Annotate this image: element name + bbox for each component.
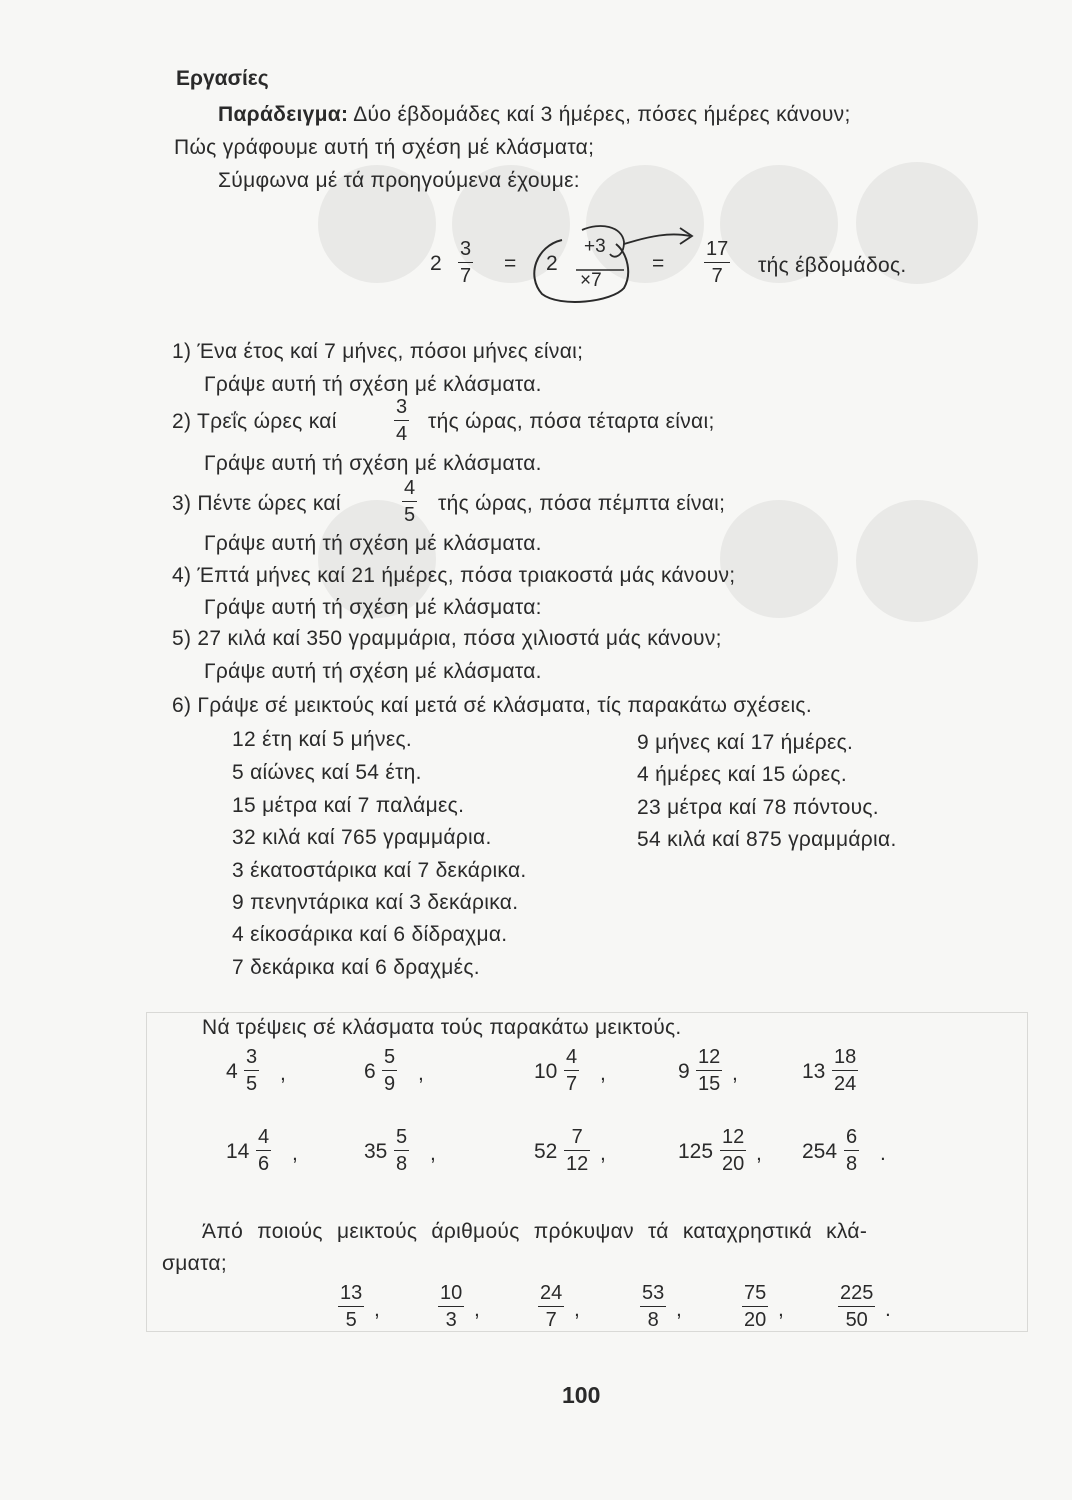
example-question: Δύο έβδομάδες καί 3 ήμέρες, πόσες ήμέρες κάνουν; <box>353 103 851 126</box>
exercise-2-prefix: 2) Τρεΐς ώρες καί <box>172 410 337 433</box>
relation-item: 54 κιλά καί 875 γραμμάρια. <box>637 828 897 851</box>
exercise-4-instruction: Γράψε αυτή τή σχέση μέ κλάσματα: <box>204 596 542 619</box>
fraction <box>640 1282 666 1331</box>
mixed-whole: 254 <box>802 1140 838 1163</box>
example-line-2: Πώς γράφουμε αυτή τή σχέση μέ κλάσματα; <box>174 136 595 159</box>
fraction-denominator: 12 <box>566 1153 589 1175</box>
times-annotation: ×7 <box>580 270 602 291</box>
fraction-numerator: 3 <box>246 1046 258 1068</box>
fraction <box>438 1282 464 1331</box>
mixed-whole: 9 <box>678 1060 690 1083</box>
mixed-whole: 13 <box>802 1060 826 1083</box>
fraction <box>538 1282 564 1331</box>
relation-item: 32 κιλά καί 765 γραμμάρια. <box>232 826 492 849</box>
fraction-bar <box>704 262 730 263</box>
mixed-whole: 2 <box>430 252 442 275</box>
fraction-bar <box>720 1150 746 1151</box>
relation-item: 3 έκατοστάρικα καί 7 δεκάρικα. <box>232 859 527 882</box>
exercise-3-instruction: Γράψε αυτή τή σχέση μέ κλάσματα. <box>204 532 542 555</box>
page-number: 100 <box>562 1382 601 1408</box>
fraction-numerator: 24 <box>540 1282 563 1304</box>
mixed-whole: 4 <box>226 1060 238 1083</box>
fraction <box>832 1046 858 1095</box>
exercise-5-instruction: Γράψε αυτή τή σχέση μέ κλάσματα. <box>204 660 542 683</box>
example-line-3: Σύμφωνα μέ τά προηγούμενα έχουμε: <box>218 169 580 192</box>
fraction-bar <box>844 1150 859 1151</box>
fraction-numerator: 18 <box>834 1046 857 1068</box>
relation-item: 4 ήμέρες καί 15 ώρες. <box>637 763 847 786</box>
separator: , <box>430 1142 436 1165</box>
fraction-bar <box>244 1070 259 1071</box>
fraction-denominator: 7 <box>566 1073 578 1095</box>
fraction-bar <box>438 1306 464 1307</box>
fraction <box>564 1126 590 1175</box>
fraction-numerator: 53 <box>642 1282 665 1304</box>
example-line-1 <box>218 103 851 127</box>
fraction-numerator: 3 <box>396 396 408 418</box>
fraction-bar <box>640 1306 666 1307</box>
fraction-bar <box>696 1070 722 1071</box>
separator: , <box>676 1298 682 1321</box>
fraction-numerator: 4 <box>258 1126 270 1148</box>
fraction-denominator: 20 <box>722 1153 745 1175</box>
fraction <box>838 1282 875 1331</box>
separator: , <box>374 1298 380 1321</box>
exercise-3-prefix: 3) Πέντε ώρες καί <box>172 492 341 515</box>
fraction-denominator: 5 <box>404 504 416 526</box>
fraction-bar <box>832 1070 858 1071</box>
separator: , <box>778 1298 784 1321</box>
fraction-numerator: 3 <box>460 238 472 260</box>
separator: . <box>885 1298 891 1321</box>
fraction-denominator: 6 <box>258 1153 270 1175</box>
separator: , <box>756 1142 762 1165</box>
result-suffix: τής έβδομάδος. <box>758 254 907 277</box>
relation-item: 9 πενηντάρικα καί 3 δεκάρικα. <box>232 891 519 914</box>
fraction-bar <box>338 1306 364 1307</box>
fraction <box>696 1046 722 1095</box>
exercise-2-instruction: Γράψε αυτή τή σχέση μέ κλάσματα. <box>204 452 542 475</box>
fraction-bar <box>382 1070 397 1071</box>
fraction-bar <box>742 1306 768 1307</box>
exercise-1-instruction: Γράψε αυτή τή σχέση μέ κλάσματα. <box>204 373 542 396</box>
section-heading: Εργασίες <box>176 67 269 90</box>
fraction-bar <box>838 1306 875 1307</box>
separator: , <box>574 1298 580 1321</box>
example-label: Παράδειγμα: <box>218 103 349 126</box>
fraction <box>338 1282 364 1331</box>
equals-sign: = <box>504 252 517 275</box>
improper-question-continued: σματα; <box>162 1252 227 1275</box>
fraction-numerator: 5 <box>396 1126 408 1148</box>
mixed-whole: 10 <box>534 1060 558 1083</box>
result-fraction <box>704 238 730 287</box>
mixed-whole: 125 <box>678 1140 714 1163</box>
bleed-circle <box>720 500 838 618</box>
relation-item: 5 αίώνες καί 54 έτη. <box>232 761 422 784</box>
separator: , <box>600 1062 606 1085</box>
fraction-denominator: 7 <box>545 1309 557 1331</box>
fraction <box>564 1046 579 1095</box>
exercise-5: 5) 27 κιλά καί 350 γραμμάρια, πόσα χιλιοστά μάς κάνουν; <box>172 627 722 650</box>
fraction-denominator: 5 <box>345 1309 357 1331</box>
fraction-numerator: 225 <box>840 1282 874 1304</box>
fraction <box>256 1126 271 1175</box>
fraction-denominator: 15 <box>698 1073 721 1095</box>
fraction <box>742 1282 768 1331</box>
fraction-denominator: 20 <box>744 1309 767 1331</box>
exercise-3-fraction <box>402 477 417 526</box>
separator: , <box>280 1062 286 1085</box>
fraction-numerator: 6 <box>846 1126 858 1148</box>
fraction <box>394 1126 409 1175</box>
fraction-bar <box>394 420 409 421</box>
fraction-numerator: 17 <box>706 238 729 260</box>
fraction <box>382 1046 397 1095</box>
exercise-4: 4) Έπτά μήνες καί 21 ήμέρες, πόσα τριακοστά μάς κάνουν; <box>172 564 736 587</box>
paren-whole: 2 <box>546 252 558 275</box>
bleed-circle <box>856 500 978 622</box>
exercise-2-suffix: τής ώρας, πόσα τέταρτα είναι; <box>428 410 715 433</box>
improper-question: Άπό ποιούς μεικτούς άριθμούς πρόκυψαν τά καταχρηστικά κλά- <box>202 1220 868 1243</box>
fraction-denominator: 8 <box>647 1309 659 1331</box>
fraction <box>720 1126 746 1175</box>
mixed-fraction <box>458 238 473 287</box>
fraction-bar <box>538 1306 564 1307</box>
separator: , <box>474 1298 480 1321</box>
exercise-6: 6) Γράψε σέ μεικτούς καί μετά σέ κλάσματα, τίς παρακάτω σχέσεις. <box>172 694 812 717</box>
fraction-numerator: 13 <box>340 1282 363 1304</box>
separator: , <box>732 1062 738 1085</box>
fraction-numerator: 5 <box>384 1046 396 1068</box>
plus-annotation: +3 <box>584 236 606 257</box>
fraction-denominator: 4 <box>396 423 408 445</box>
relation-item: 12 έτη καί 5 μήνες. <box>232 728 413 751</box>
fraction-numerator: 4 <box>566 1046 578 1068</box>
convert-instruction: Νά τρέψεις σέ κλάσματα τούς παρακάτω μεικτούς. <box>202 1016 682 1039</box>
relation-item: 7 δεκάρικα καί 6 δραχμές. <box>232 956 480 979</box>
fraction-denominator: 8 <box>846 1153 858 1175</box>
fraction-bar <box>564 1150 590 1151</box>
mixed-whole: 6 <box>364 1060 376 1083</box>
fraction-bar <box>564 1070 579 1071</box>
fraction-numerator: 12 <box>698 1046 721 1068</box>
separator: , <box>418 1062 424 1085</box>
separator: , <box>600 1142 606 1165</box>
fraction <box>244 1046 259 1095</box>
fraction-numerator: 4 <box>404 477 416 499</box>
fraction-bar <box>394 1150 409 1151</box>
fraction-denominator: 9 <box>384 1073 396 1095</box>
separator: , <box>292 1142 298 1165</box>
exercise-2-fraction <box>394 396 409 445</box>
relation-item: 4 είκοσάρικα καί 6 δίδραχμα. <box>232 923 508 946</box>
fraction-bar <box>256 1150 271 1151</box>
fraction-numerator: 7 <box>571 1126 583 1148</box>
exercise-3-suffix: τής ώρας, πόσα πέμπτα είναι; <box>438 492 726 515</box>
fraction-bar <box>458 262 473 263</box>
fraction-denominator: 5 <box>246 1073 258 1095</box>
fraction-bar <box>402 501 417 502</box>
fraction-denominator: 7 <box>460 265 472 287</box>
fraction-numerator: 75 <box>744 1282 767 1304</box>
relation-item: 9 μήνες καί 17 ήμέρες. <box>637 731 854 754</box>
exercise-1: 1) Ένα έτος καί 7 μήνες, πόσοι μήνες είναι; <box>172 340 584 363</box>
separator: . <box>880 1142 886 1165</box>
mixed-whole: 52 <box>534 1140 558 1163</box>
relation-item: 15 μέτρα καί 7 παλάμες. <box>232 794 465 817</box>
fraction <box>844 1126 859 1175</box>
equals-sign: = <box>652 252 665 275</box>
mixed-whole: 14 <box>226 1140 250 1163</box>
fraction-denominator: 8 <box>396 1153 408 1175</box>
fraction-denominator: 50 <box>845 1309 868 1331</box>
fraction-denominator: 3 <box>445 1309 457 1331</box>
fraction-denominator: 7 <box>711 265 723 287</box>
fraction-numerator: 10 <box>440 1282 463 1304</box>
fraction-denominator: 24 <box>834 1073 857 1095</box>
relation-item: 23 μέτρα καί 78 πόντους. <box>637 796 879 819</box>
fraction-numerator: 12 <box>722 1126 745 1148</box>
mixed-whole: 35 <box>364 1140 388 1163</box>
